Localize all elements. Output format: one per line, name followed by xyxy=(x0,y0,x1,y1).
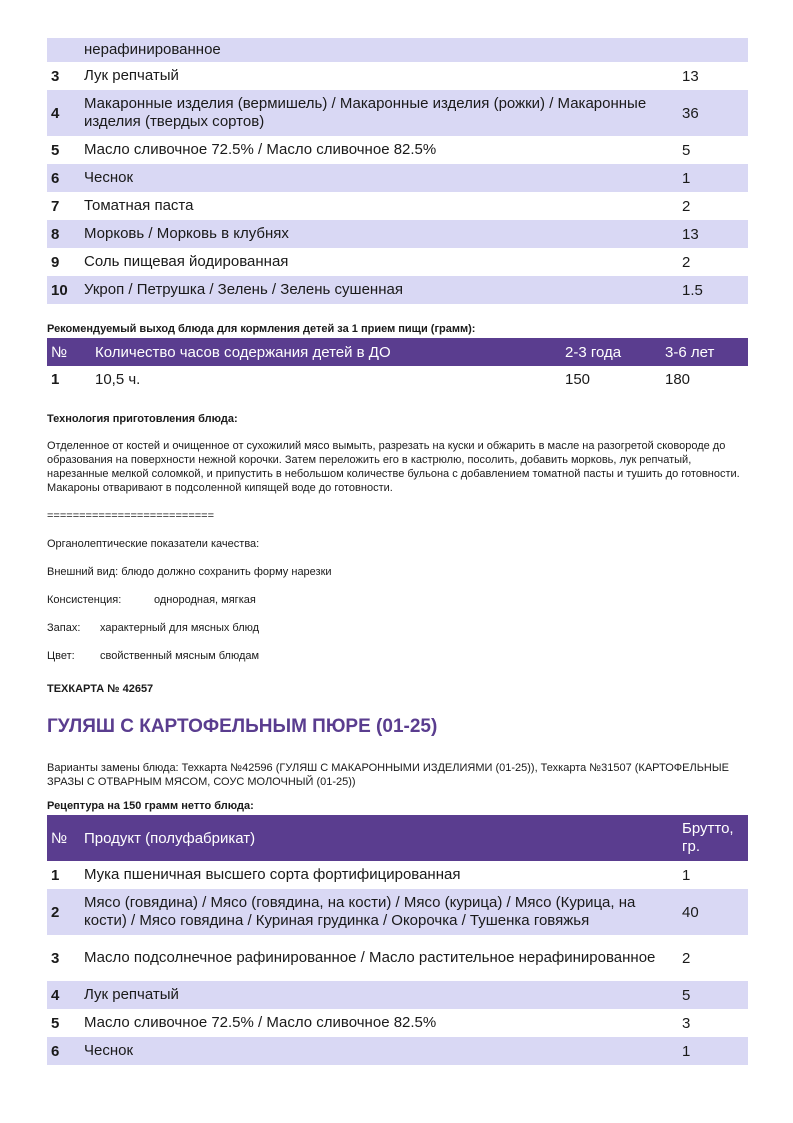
ingredient-row-num xyxy=(47,38,80,62)
recipe-row-product: Масло сливочное 72.5% / Масло сливочное 82.5% xyxy=(84,1014,437,1031)
ingredient-row-value: 13 xyxy=(682,67,699,85)
ingredient-row-num: 3 xyxy=(51,67,60,85)
yield-header-age2: 3-6 лет xyxy=(661,338,748,366)
dish-title: ГУЛЯШ С КАРТОФЕЛЬНЫМ ПЮРЕ (01-25) xyxy=(47,716,438,737)
recipe-table-header xyxy=(47,815,748,861)
yield-header-num: № xyxy=(47,338,91,366)
ingredient-row-value: 2 xyxy=(682,253,691,271)
ingredient-row-product: Масло сливочное 72.5% / Масло сливочное 82.5% xyxy=(84,141,437,158)
ingredient-row-product: Чеснок xyxy=(80,164,678,192)
recipe-header-num: № xyxy=(47,815,80,861)
recipe-row-value: 3 xyxy=(682,1014,691,1032)
ingredient-row-product: Томатная паста xyxy=(84,197,194,214)
recipe-row xyxy=(47,861,748,889)
ingredient-row-product: Лук репчатый xyxy=(84,67,179,84)
organoleptic-heading: Органолептические показатели качества: xyxy=(47,538,260,550)
variants-text: Варианты замены блюда: Техкарта №42596 (ГУЛЯШ С МАКАРОННЫМИ ИЗДЕЛИЯМИ (01-25)), Техкарта №31507 (КАРТОФЕЛЬНЫЕ ЗРАЗЫ С ОТВАРНЫМ МЯСОМ, СОУС МОЛОЧНЫЙ (01-25)) xyxy=(47,762,729,788)
recipe-row-num: 2 xyxy=(47,889,80,935)
recipe-row xyxy=(47,981,748,1009)
ingredient-row-value: 1 xyxy=(678,164,748,192)
recipe-row-value: 1 xyxy=(678,1037,748,1065)
ingredient-row-value: 36 xyxy=(678,90,748,136)
yield-table-header xyxy=(47,338,748,366)
recipe-row-num: 1 xyxy=(51,866,60,884)
recipe-row xyxy=(47,889,748,935)
ingredient-row-value: 2 xyxy=(682,197,691,215)
ingredient-row-num: 6 xyxy=(47,164,80,192)
yield-table xyxy=(47,338,748,392)
recipe-row xyxy=(47,1037,748,1065)
recipe-row-num: 6 xyxy=(47,1037,80,1065)
ingredient-row-product: Морковь / Морковь в клубнях xyxy=(80,220,678,248)
ingredient-row-num: 8 xyxy=(47,220,80,248)
smell-value: характерный для мясных блюд xyxy=(100,622,260,634)
appearance-text: Внешний вид: блюдо должно сохранить форму нарезки xyxy=(47,566,332,578)
ingredient-row-value: 1.5 xyxy=(678,276,748,304)
color-value: свойственный мясным блюдам xyxy=(100,650,260,662)
yield-row xyxy=(47,366,748,392)
recipe-header-product: Продукт (полуфабрикат) xyxy=(80,815,678,861)
recipe-row-value: 2 xyxy=(682,949,691,967)
ingredient-row-num: 10 xyxy=(47,276,80,304)
ingredient-row-product: Укроп / Петрушка / Зелень / Зелень сушенная xyxy=(80,276,678,304)
ingredient-row xyxy=(47,62,748,90)
ingredient-row-product: Макаронные изделия (вермишель) / Макаронные изделия (рожки) / Макаронные изделия (твердых сортов) xyxy=(80,90,678,136)
recipe-row-product: Мясо (говядина) / Мясо (говядина, на кости) / Мясо (курица) / Мясо (Курица, на кости) / Мясо говядина / Куриная грудинка / Окорочка / Тушенка говяжья xyxy=(80,889,678,935)
ingredient-row-product: нерафинированное xyxy=(80,38,678,62)
recipe-header-value: Брутто, гр. xyxy=(678,815,748,861)
ingredient-row xyxy=(47,164,748,192)
consistency-label: Консистенция: xyxy=(47,594,122,606)
smell-label: Запах: xyxy=(47,622,81,634)
ingredient-row-num: 5 xyxy=(51,141,60,159)
recipe-row-value: 40 xyxy=(678,889,748,935)
color-row xyxy=(47,649,259,663)
yield-row-age1: 150 xyxy=(565,370,591,388)
ingredient-row xyxy=(47,220,748,248)
ingredient-row-value: 13 xyxy=(678,220,748,248)
ingredient-row-product: Соль пищевая йодированная xyxy=(84,253,289,270)
recipe-row-value: 1 xyxy=(682,866,691,884)
techcard-number: ТЕХКАРТА № 42657 xyxy=(47,683,154,695)
consistency-row xyxy=(47,593,256,607)
recipe-row-product: Лук репчатый xyxy=(80,981,678,1009)
recipe-row-product: Масло подсолнечное рафинированное / Масло растительное нерафинированное xyxy=(84,949,656,966)
recipe-row-product: Чеснок xyxy=(80,1037,678,1065)
ingredient-row-num: 4 xyxy=(47,90,80,136)
yield-header-age1: 2-3 года xyxy=(561,338,661,366)
ingredient-row xyxy=(47,192,748,220)
recipe-row-value: 5 xyxy=(678,981,748,1009)
ingredient-row-num: 9 xyxy=(51,253,60,271)
recipe-row-num: 3 xyxy=(51,949,60,967)
recipe-caption: Рецептура на 150 грамм нетто блюда: xyxy=(47,800,254,812)
recipe-row-num: 4 xyxy=(47,981,80,1009)
ingredient-row-value xyxy=(678,38,748,62)
recipe-row xyxy=(47,1009,748,1037)
recipe-table xyxy=(47,815,748,1065)
yield-row-num: 1 xyxy=(51,370,60,388)
recipe-row xyxy=(47,935,748,981)
technology-heading: Технология приготовления блюда: xyxy=(47,413,238,425)
ingredient-row xyxy=(47,276,748,304)
ingredient-row xyxy=(47,38,748,62)
smell-row xyxy=(47,621,259,635)
ingredients-table-continued xyxy=(47,38,748,304)
yield-caption: Рекомендуемый выход блюда для кормления детей за 1 прием пищи (грамм): xyxy=(47,323,476,335)
ingredient-row-num: 7 xyxy=(51,197,60,215)
ingredient-row xyxy=(47,248,748,276)
yield-row-hours: 10,5 ч. xyxy=(95,370,141,388)
recipe-row-product: Мука пшеничная высшего сорта фортифицированная xyxy=(84,866,461,883)
color-label: Цвет: xyxy=(47,650,75,662)
consistency-value: однородная, мягкая xyxy=(154,594,256,606)
technology-text: Отделенное от костей и очищенное от сухожилий мясо вымыть, разрезать на куски и обжарить в масле на разогретой сковороде до образования на поверхности нежной корочки. Затем переложить его в кастрюлю, посолить, добавить морковь, лук репчатый, нарезанные мелкой соломкой, и припустить в небольшом количестве бульона с добавлением томатной пасты и тушить до готовности. Макароны отваривают в подсоленной кипящей воде до готовности. xyxy=(47,440,740,494)
ingredient-row xyxy=(47,136,748,164)
separator-line: ========================== xyxy=(47,510,215,522)
yield-header-hours: Количество часов содержания детей в ДО xyxy=(91,338,561,366)
yield-row-age2: 180 xyxy=(665,370,691,388)
ingredient-row-value: 5 xyxy=(682,141,691,159)
ingredient-row xyxy=(47,90,748,136)
recipe-row-num: 5 xyxy=(51,1014,60,1032)
